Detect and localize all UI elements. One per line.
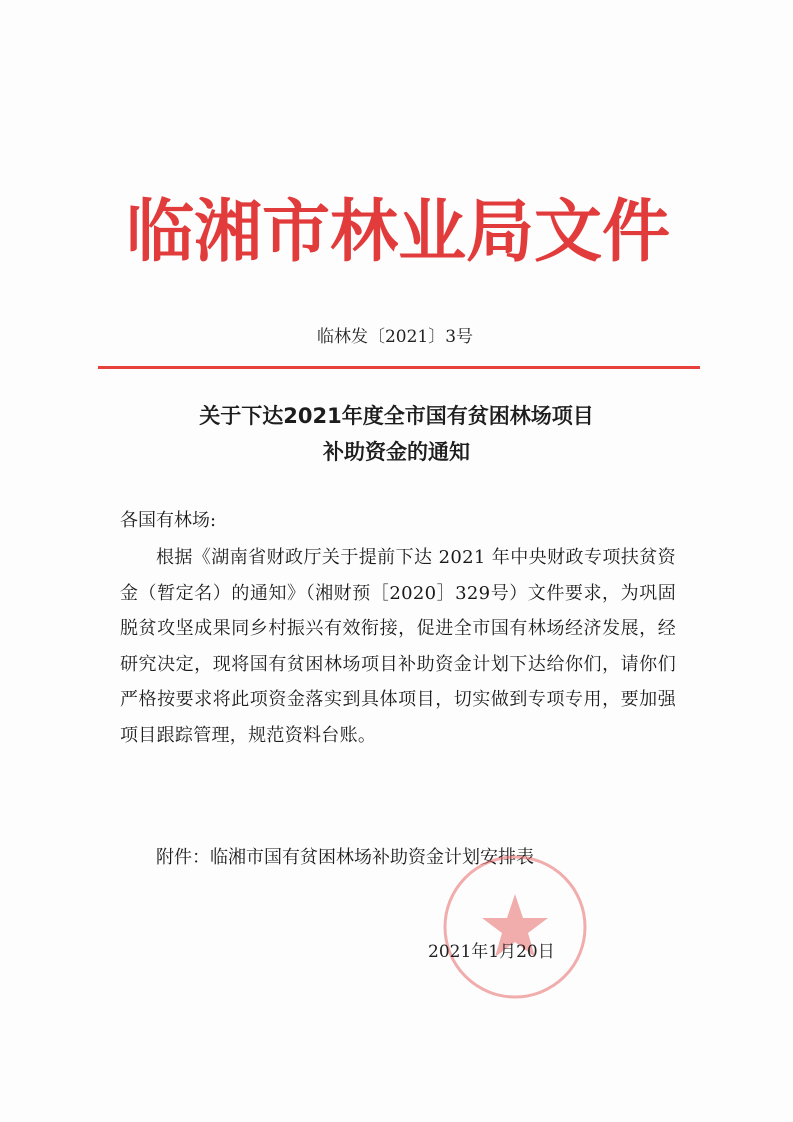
red-divider-line <box>98 366 700 369</box>
issuer-title: 临湘市林业局文件 <box>125 193 670 272</box>
body-paragraph: 根据《湖南省财政厅关于提前下达 2021 年中央财政专项扶贫资金（暂定名）的通知》（湘财预［2020］329号）文件要求，为巩固脱贫攻坚成果同乡村振兴有效衔接，促进全市国有林场经济发展，经研究决定，现将国有贫困林场项目补助资金计划下达给你们，请你们严格按要求将此项资金落实到具体项目，切实做到专项专用，要加强项目跟踪管理，规范资料台账。 <box>120 547 676 746</box>
notice-title-line-2: 补助资金的通知 <box>323 440 470 464</box>
attachment-note: 附件：临湘市国有贫困林场补助资金计划安排表 <box>156 847 534 868</box>
issue-date: 2021年1月20日 <box>428 942 555 962</box>
official-seal-stamp <box>440 852 590 1002</box>
notice-title-line-1: 关于下达2021年度全市国有贫困林场项目 <box>199 404 594 428</box>
salutation: 各国有林场: <box>120 510 217 531</box>
notice-title <box>90 398 703 470</box>
document-number: 临林发〔2021〕3号 <box>316 327 474 347</box>
